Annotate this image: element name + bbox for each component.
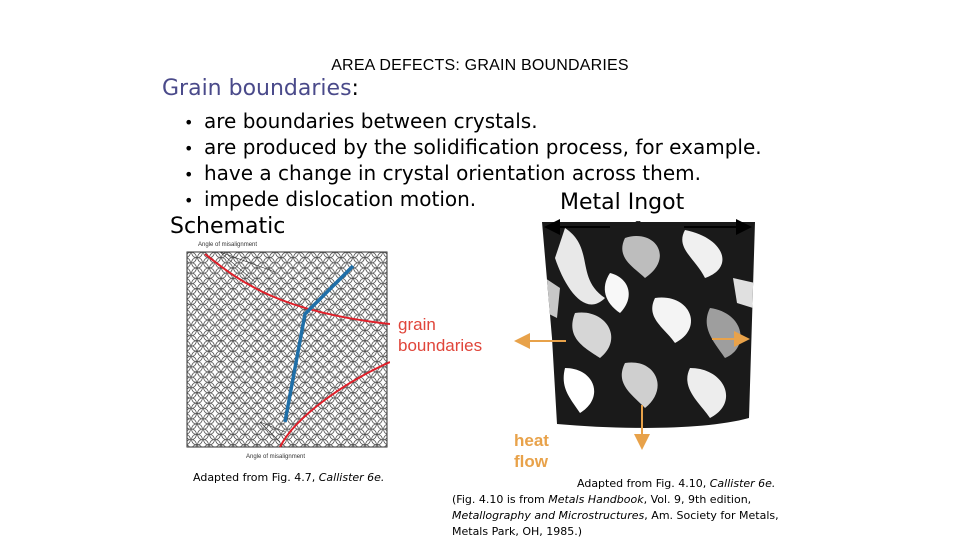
heat-flow-label [514, 430, 549, 472]
angle-label-top: Angle of misalignment [198, 242, 258, 248]
heat-label-line2: flow [514, 452, 548, 471]
bullet-icon: • [184, 139, 194, 158]
ingot-caption [452, 476, 797, 540]
caption-italic: Metallography and Microstructures [452, 509, 645, 522]
bullet-icon: • [184, 191, 194, 210]
heading-colon: : [351, 76, 359, 101]
heat-label-line1: heat [514, 431, 549, 450]
caption-text: (Fig. 4.10 is from [452, 493, 549, 506]
bullet-icon: • [184, 165, 194, 184]
bullet-text: are produced by the solidification process, for example. [204, 135, 762, 159]
grain-label-line2: boundaries [398, 336, 483, 355]
caption-italic: Callister 6e. [709, 477, 776, 490]
bullet-icon: • [184, 113, 194, 132]
caption-italic: Metals Handbook [548, 493, 644, 506]
bullet-text: are boundaries between crystals. [204, 109, 538, 133]
caption-text: Adapted from Fig. 4.10, [577, 477, 710, 490]
angle-label-bottom: Angle of misalignment [246, 454, 306, 460]
schematic-caption [193, 471, 384, 484]
caption-italic: Callister 6e. [318, 471, 385, 484]
caption-text: Adapted from Fig. 4.7, [193, 471, 319, 484]
ingot-label: Metal Ingot [560, 190, 685, 215]
caption-text: , Am. Society for Metals, Metals Park, OH, 1985.) [452, 509, 779, 538]
grain-label-line1: grain [398, 315, 436, 334]
slide-title: AREA DEFECTS: GRAIN BOUNDARIES [331, 57, 629, 74]
heading-text: Grain boundaries [162, 76, 352, 101]
bullet-text: impede dislocation motion. [204, 187, 477, 211]
schematic-label: Schematic [170, 214, 286, 239]
caption-text: , Vol. 9, 9th edition, [643, 493, 752, 506]
bullet-text: have a change in crystal orientation across them. [204, 161, 701, 185]
